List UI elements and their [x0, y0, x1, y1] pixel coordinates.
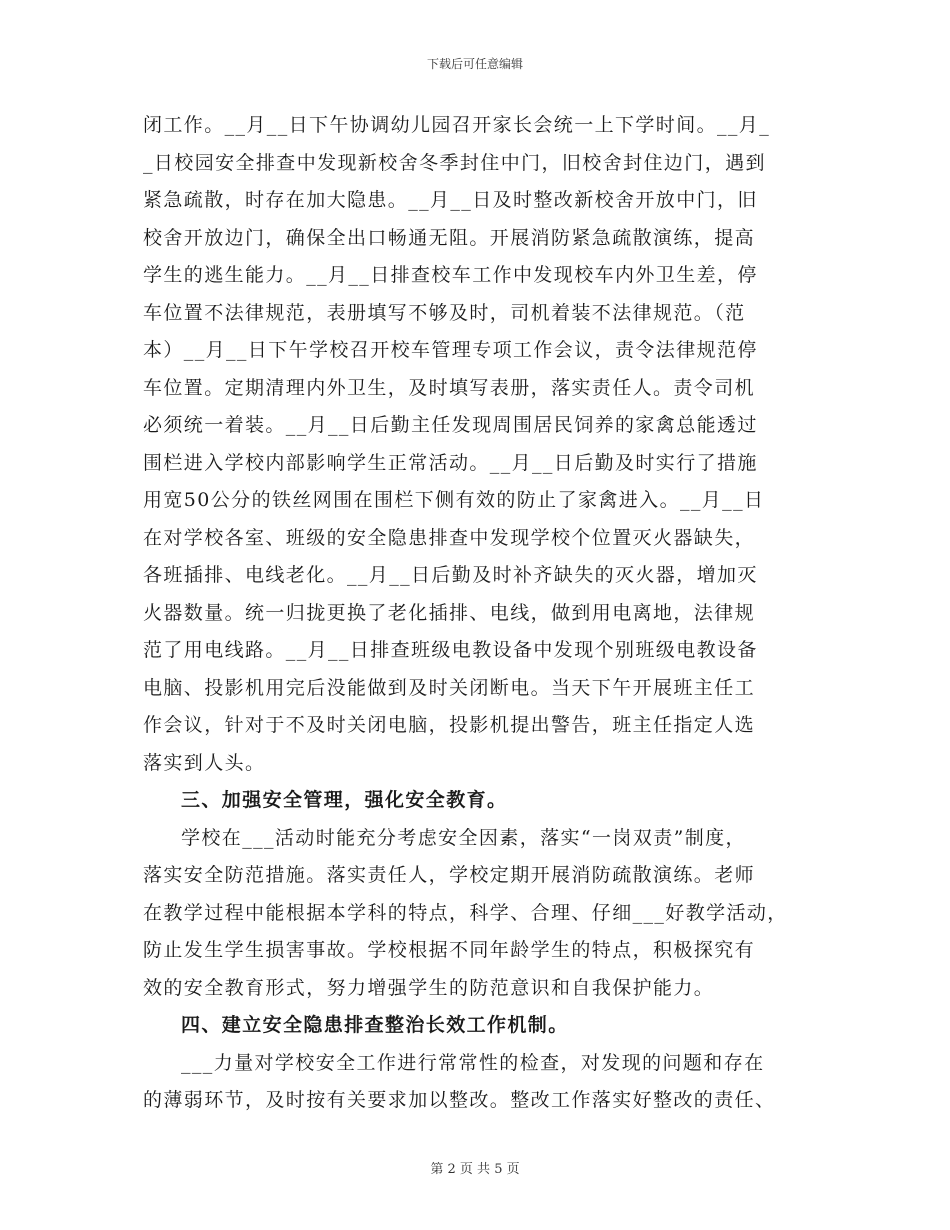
document-body: [143, 107, 823, 1120]
body-line: 校舍开放边门，确保全出口畅通无阻。开展消防紧急疏散演练，提高: [143, 226, 756, 249]
body-line: 在对学校各室、班级的安全隐患排查中发现学校个位置灭火器缺失，: [143, 526, 756, 549]
body-line: 防止发生学生损害事故。学校根据不同年龄学生的特点，积极探究有: [143, 939, 756, 961]
body-line: 用宽50公分的铁丝网围在围栏下侧有效的防止了家禽进入。__月__日: [143, 489, 765, 511]
body-line: ___力量对学校安全工作进行常常性的检查，对发现的问题和存在: [181, 1051, 765, 1074]
body-line: 本）__月__日下午学校召开校车管理专项工作会议，责令法律规范停: [143, 339, 758, 361]
body-line: 落实安全防范措施。落实责任人，学校定期开展消防疏散演练。老师: [143, 864, 756, 886]
body-line: 车位置。定期清理内外卫生，及时填写表册，落实责任人。责令司机: [143, 376, 756, 399]
body-line: 火器数量。统一归拢更换了老化插排、电线，做到用电离地，法律规: [143, 601, 756, 624]
body-line: 的薄弱环节，及时按有关要求加以整改。整改工作落实好整改的责任、: [143, 1089, 776, 1111]
body-line: 学校在___活动时能充分考虑安全因素，落实“一岗双责”制度，: [181, 826, 746, 849]
body-line: 围栏进入学校内部影响学生正常活动。__月__日后勤及时实行了措施: [143, 451, 758, 474]
body-line: 作会议，针对于不及时关闭电脑，投影机提出警告，班主任指定人选: [143, 714, 756, 736]
page-header: 下载后可任意编辑: [426, 57, 523, 71]
body-line: 落实到人头。: [143, 751, 266, 774]
body-line: 范了用电线路。__月__日排查班级电教设备中发现个别班级电教设备: [143, 639, 758, 661]
body-line: _日校园安全排查中发现新校舍冬季封住中门，旧校舍封住边门，遇到: [143, 151, 766, 174]
body-line: 闭工作。__月__日下午协调幼儿园召开家长会统一上下学时间。__月_: [143, 114, 771, 136]
body-line: 各班插排、电线老化。__月__日后勤及时补齐缺失的灭火器，增加灭: [143, 564, 758, 586]
body-line: 必须统一着装。__月__日后勤主任发现周围居民饲养的家禽总能透过: [143, 414, 758, 436]
body-line: 学生的逃生能力。__月__日排查校车工作中发现校车内外卫生差，停: [143, 264, 758, 286]
section-heading: 四、建立安全隐患排查整治长效工作机制。: [181, 1014, 569, 1036]
section-heading: 三、加强安全管理，强化安全教育。: [181, 789, 508, 811]
body-line: 紧急疏散，时存在加大隐患。__月__日及时整改新校舍开放中门，旧: [143, 189, 758, 211]
body-line: 效的安全教育形式，努力增强学生的防范意识和自我保护能力。: [143, 976, 715, 999]
page-footer: 第 2 页 共 5 页: [430, 1162, 520, 1177]
body-line: 在教学过程中能根据本学科的特点，科学、合理、仔细___好教学活动，: [143, 901, 788, 924]
body-line: 电脑、投影机用完后没能做到及时关闭断电。当天下午开展班主任工: [143, 676, 756, 699]
body-line: 车位置不法律规范，表册填写不够及时，司机着装不法律规范。（范: [143, 301, 746, 324]
